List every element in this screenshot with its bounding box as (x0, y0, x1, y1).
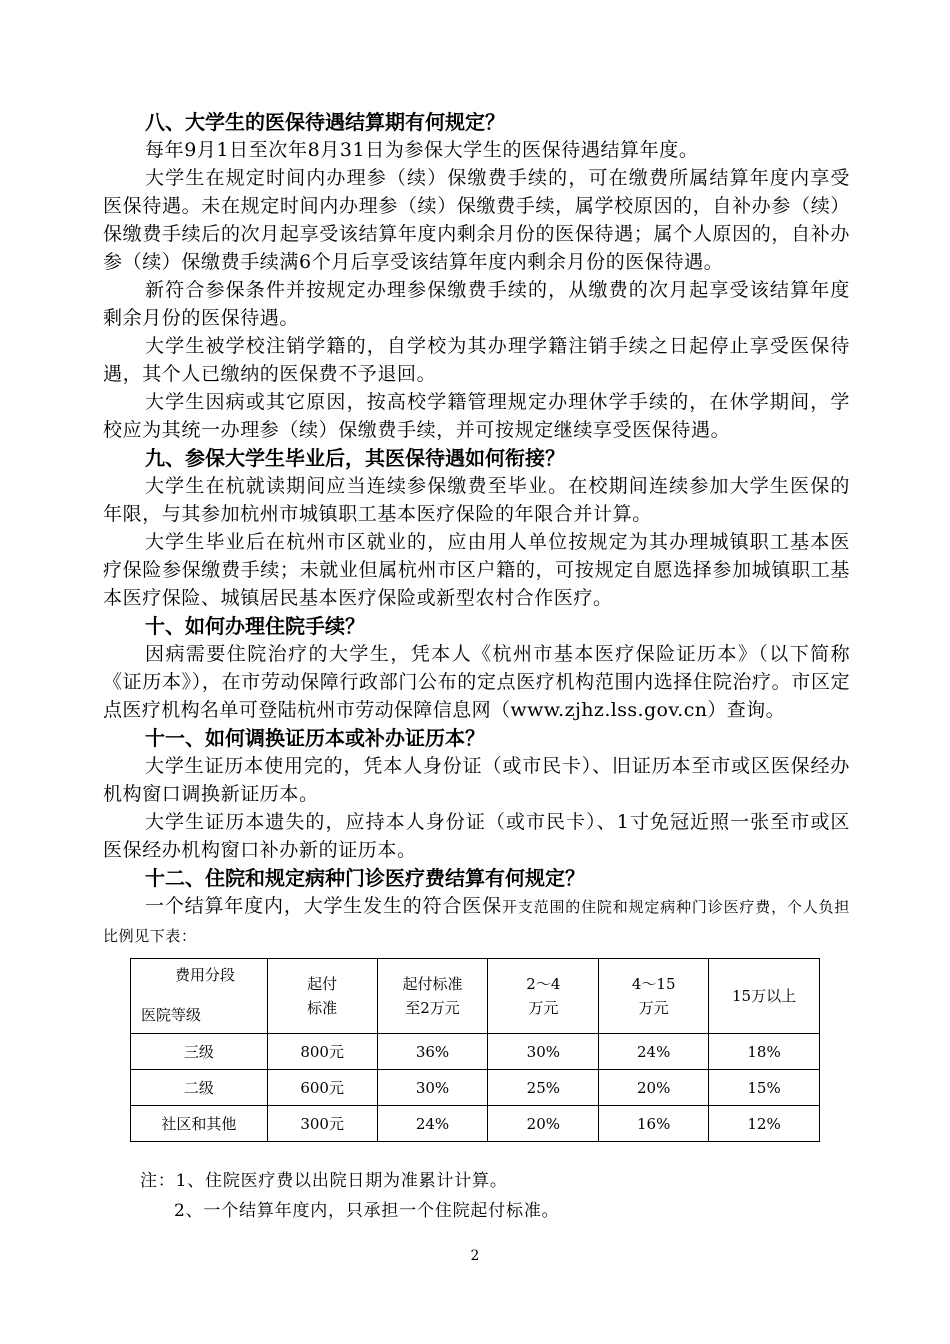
hospital-level-cell: 二级 (131, 1070, 268, 1106)
table-cell: 30% (377, 1070, 488, 1106)
table-cell: 20% (488, 1106, 599, 1142)
table-cell: 30% (488, 1034, 599, 1070)
table-cell: 20% (599, 1070, 709, 1106)
table-row (131, 1106, 820, 1142)
section-8-paragraph: 大学生在规定时间内办理参（续）保缴费手续的，可在缴费所属结算年度内享受医保待遇。未在规定时间内办理参（续）保缴费手续，属学校原因的，自补办参（续）保缴费手续后的次月起享受该结算年度内剩余月份的医保待遇；属个人原因的，自补办参（续）保缴费手续满6个月后享受该结算年度内剩余月份的医保待遇。 (103, 167, 850, 273)
note-2: 2、一个结算年度内，只承担一个住院起付标准。 (174, 1201, 560, 1221)
hospital-level-cell: 三级 (131, 1034, 268, 1070)
section-8-paragraph: 大学生因病或其它原因，按高校学籍管理规定办理休学手续的，在休学期间，学校应为其统一办理参（续）保缴费手续，并可按规定继续享受医保待遇。 (103, 391, 850, 441)
section-12-paragraph (103, 892, 850, 950)
section-12-text-a: 一个结算年度内，大学生发生的符合医保 (145, 895, 502, 917)
section-11-heading: 十一、如何调换证历本或补办证历本？ (145, 726, 485, 750)
table-header-row (131, 959, 820, 1034)
section-9-paragraph: 大学生毕业后在杭州市区就业的，应由用人单位按规定为其办理城镇职工基本医疗保险参保缴费手续；未就业但属杭州市区户籍的，可按规定自愿选择参加城镇职工基本医疗保险、城镇居民基本医疗保险或新型农村合作医疗。 (103, 531, 850, 609)
section-9-heading: 九、参保大学生毕业后，其医保待遇如何衔接？ (145, 446, 565, 470)
section-12-text-b: 开支范围的住院和规定病种门诊医疗费，个人负担比例见下表： (103, 898, 850, 945)
table-cell: 15% (709, 1070, 820, 1106)
section-10-paragraph: 因病需要住院治疗的大学生，凭本人《杭州市基本医疗保险证历本》（以下简称《证历本》），在市劳动保障行政部门公布的定点医疗机构范围内选择住院治疗。市区定点医疗机构名单可登陆杭州市劳动保障信息网（www.zjhz.lss.gov.cn）查询。 (103, 643, 850, 721)
table-row (131, 1070, 820, 1106)
table-cell: 800元 (267, 1034, 377, 1070)
section-8-paragraph: 大学生被学校注销学籍的，自学校为其办理学籍注销手续之日起停止享受医保待遇，其个人已缴纳的医保费不予退回。 (103, 335, 850, 385)
section-12-heading: 十二、住院和规定病种门诊医疗费结算有何规定？ (145, 866, 585, 890)
table-cell: 24% (599, 1034, 709, 1070)
table-cell: 18% (709, 1034, 820, 1070)
table-cell: 12% (709, 1106, 820, 1142)
table-header-cell: 4～15 万元 (599, 959, 709, 1034)
note-1: 注：1、住院医疗费以出院日期为准累计计算。 (140, 1171, 508, 1191)
table-corner-cell (131, 959, 268, 1034)
corner-bottom-label: 医院等级 (141, 1006, 202, 1024)
table-cell: 600元 (267, 1070, 377, 1106)
table-cell: 24% (377, 1106, 488, 1142)
table-header-cell: 起付 标准 (267, 959, 377, 1034)
table-header-cell: 起付标准 至2万元 (377, 959, 488, 1034)
hospital-level-cell: 社区和其他 (131, 1106, 268, 1142)
section-11-paragraph: 大学生证历本使用完的，凭本人身份证（或市民卡）、旧证历本至市或区医保经办机构窗口调换新证历本。 (103, 755, 850, 805)
copay-ratio-table (130, 958, 820, 1142)
section-8-heading: 八、大学生的医保待遇结算期有何规定？ (145, 110, 505, 134)
table-cell: 25% (488, 1070, 599, 1106)
page-number: 2 (470, 1248, 480, 1264)
table-cell: 36% (377, 1034, 488, 1070)
section-9-paragraph: 大学生在杭就读期间应当连续参保缴费至毕业。在校期间连续参加大学生医保的年限，与其参加杭州市城镇职工基本医疗保险的年限合并计算。 (103, 475, 850, 525)
section-8-paragraph: 每年9月1日至次年8月31日为参保大学生的医保待遇结算年度。 (145, 139, 699, 161)
table-notes (140, 1166, 559, 1226)
section-8-paragraph: 新符合参保条件并按规定办理参保缴费手续的，从缴费的次月起享受该结算年度剩余月份的医保待遇。 (103, 279, 850, 329)
table-cell: 300元 (267, 1106, 377, 1142)
table-header-cell: 15万以上 (709, 959, 820, 1034)
table-cell: 16% (599, 1106, 709, 1142)
corner-top-label: 费用分段 (175, 966, 236, 984)
table-header-cell: 2～4 万元 (488, 959, 599, 1034)
document-body (103, 108, 850, 950)
table-row (131, 1034, 820, 1070)
section-11-paragraph: 大学生证历本遗失的，应持本人身份证（或市民卡）、1寸免冠近照一张至市或区医保经办机构窗口补办新的证历本。 (103, 811, 850, 861)
section-10-heading: 十、如何办理住院手续？ (145, 614, 365, 638)
